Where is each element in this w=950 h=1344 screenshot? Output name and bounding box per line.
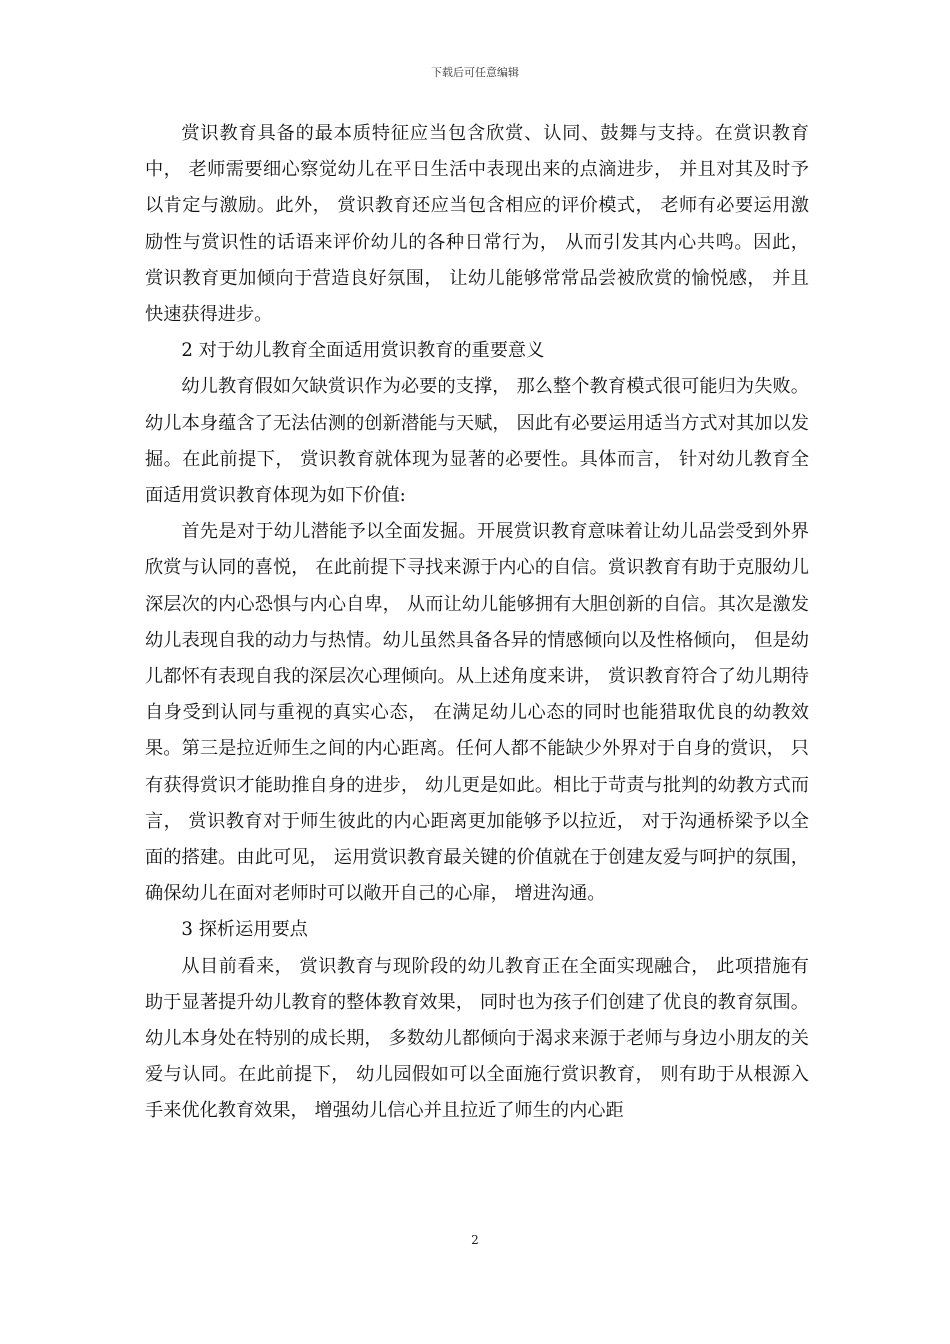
page-header: 下载后可任意编辑: [431, 66, 519, 79]
paragraph-appreciation-traits: 赏识教育具备的最本质特征应当包含欣赏、认同、鼓舞与支持。在赏识教育中， 老师需要细心察觉幼儿在平日生活中表现出来的点滴进步， 并且对其及时予以肯定与激励。此外， 赏识教育还应当包含相应的评价模式， 老师有必要运用激励性与赏识性的话语来评价幼儿的各种日常行为， 从而引发其内心共鸣。因此， 赏识教育更加倾向于营造良好氛围， 让幼儿能够常常品尝被欣赏的愉悦感， 并且快速获得进步。: [145, 123, 815, 326]
section-heading-3: 3 探析运用要点: [181, 919, 308, 941]
section-heading-2: 2 对于幼儿教育全面适用赏识教育的重要意义: [181, 340, 545, 362]
page-number: 2: [471, 1233, 479, 1247]
paragraph-necessity: 幼儿教育假如欠缺赏识作为必要的支撑， 那么整个教育模式很可能归为失败。幼儿本身蕴含了无法估测的创新潜能与天赋， 因此有必要运用适当方式对其加以发掘。在此前提下， 赏识教育就体现为显著的必要性。具体而言， 针对幼儿教育全面适用赏识教育体现为如下价值:: [145, 376, 809, 507]
paragraph-application: 从目前看来， 赏识教育与现阶段的幼儿教育正在全面实现融合， 此项措施有助于显著提升幼儿教育的整体教育效果， 同时也为孩子们创建了优良的教育氛围。幼儿本身处在特别的成长期， 多数幼儿都倾向于渴求来源于老师与身边小朋友的关爱与认同。在此前提下， 幼儿园假如可以全面施行赏识教育， 则有助于从根源入手来优化教育效果， 增强幼儿信心并且拉近了师生的内心距: [145, 955, 809, 1122]
paragraph-values: 首先是对于幼儿潜能予以全面发掘。开展赏识教育意味着让幼儿品尝受到外界欣赏与认同的喜悦， 在此前提下寻找来源于内心的自信。赏识教育有助于克服幼儿深层次的内心恐惧与内心自卑， 从而让幼儿能够拥有大胆创新的自信。其次是激发幼儿表现自我的动力与热情。幼儿虽然具备各异的情感倾向以及性格倾向， 但是幼儿都怀有表现自我的深层次心理倾向。从上述角度来讲， 赏识教育符合了幼儿期待自身受到认同与重视的真实心态， 在满足幼儿心态的同时也能猎取优良的幼教效果。第三是拉近师生之间的内心距离。任何人都不能缺少外界对于自身的赏识， 只有获得赏识才能助推自身的进步， 幼儿更是如此。相比于苛责与批判的幼教方式而言， 赏识教育对于师生彼此的内心距离更加能够予以拉近， 对于沟通桥梁予以全面的搭建。由此可见， 运用赏识教育最关键的价值就在于创建友爱与呵护的氛围， 确保幼儿在面对老师时可以敞开自己的心扉， 增进沟通。: [145, 521, 815, 905]
document-body: [145, 116, 815, 1130]
